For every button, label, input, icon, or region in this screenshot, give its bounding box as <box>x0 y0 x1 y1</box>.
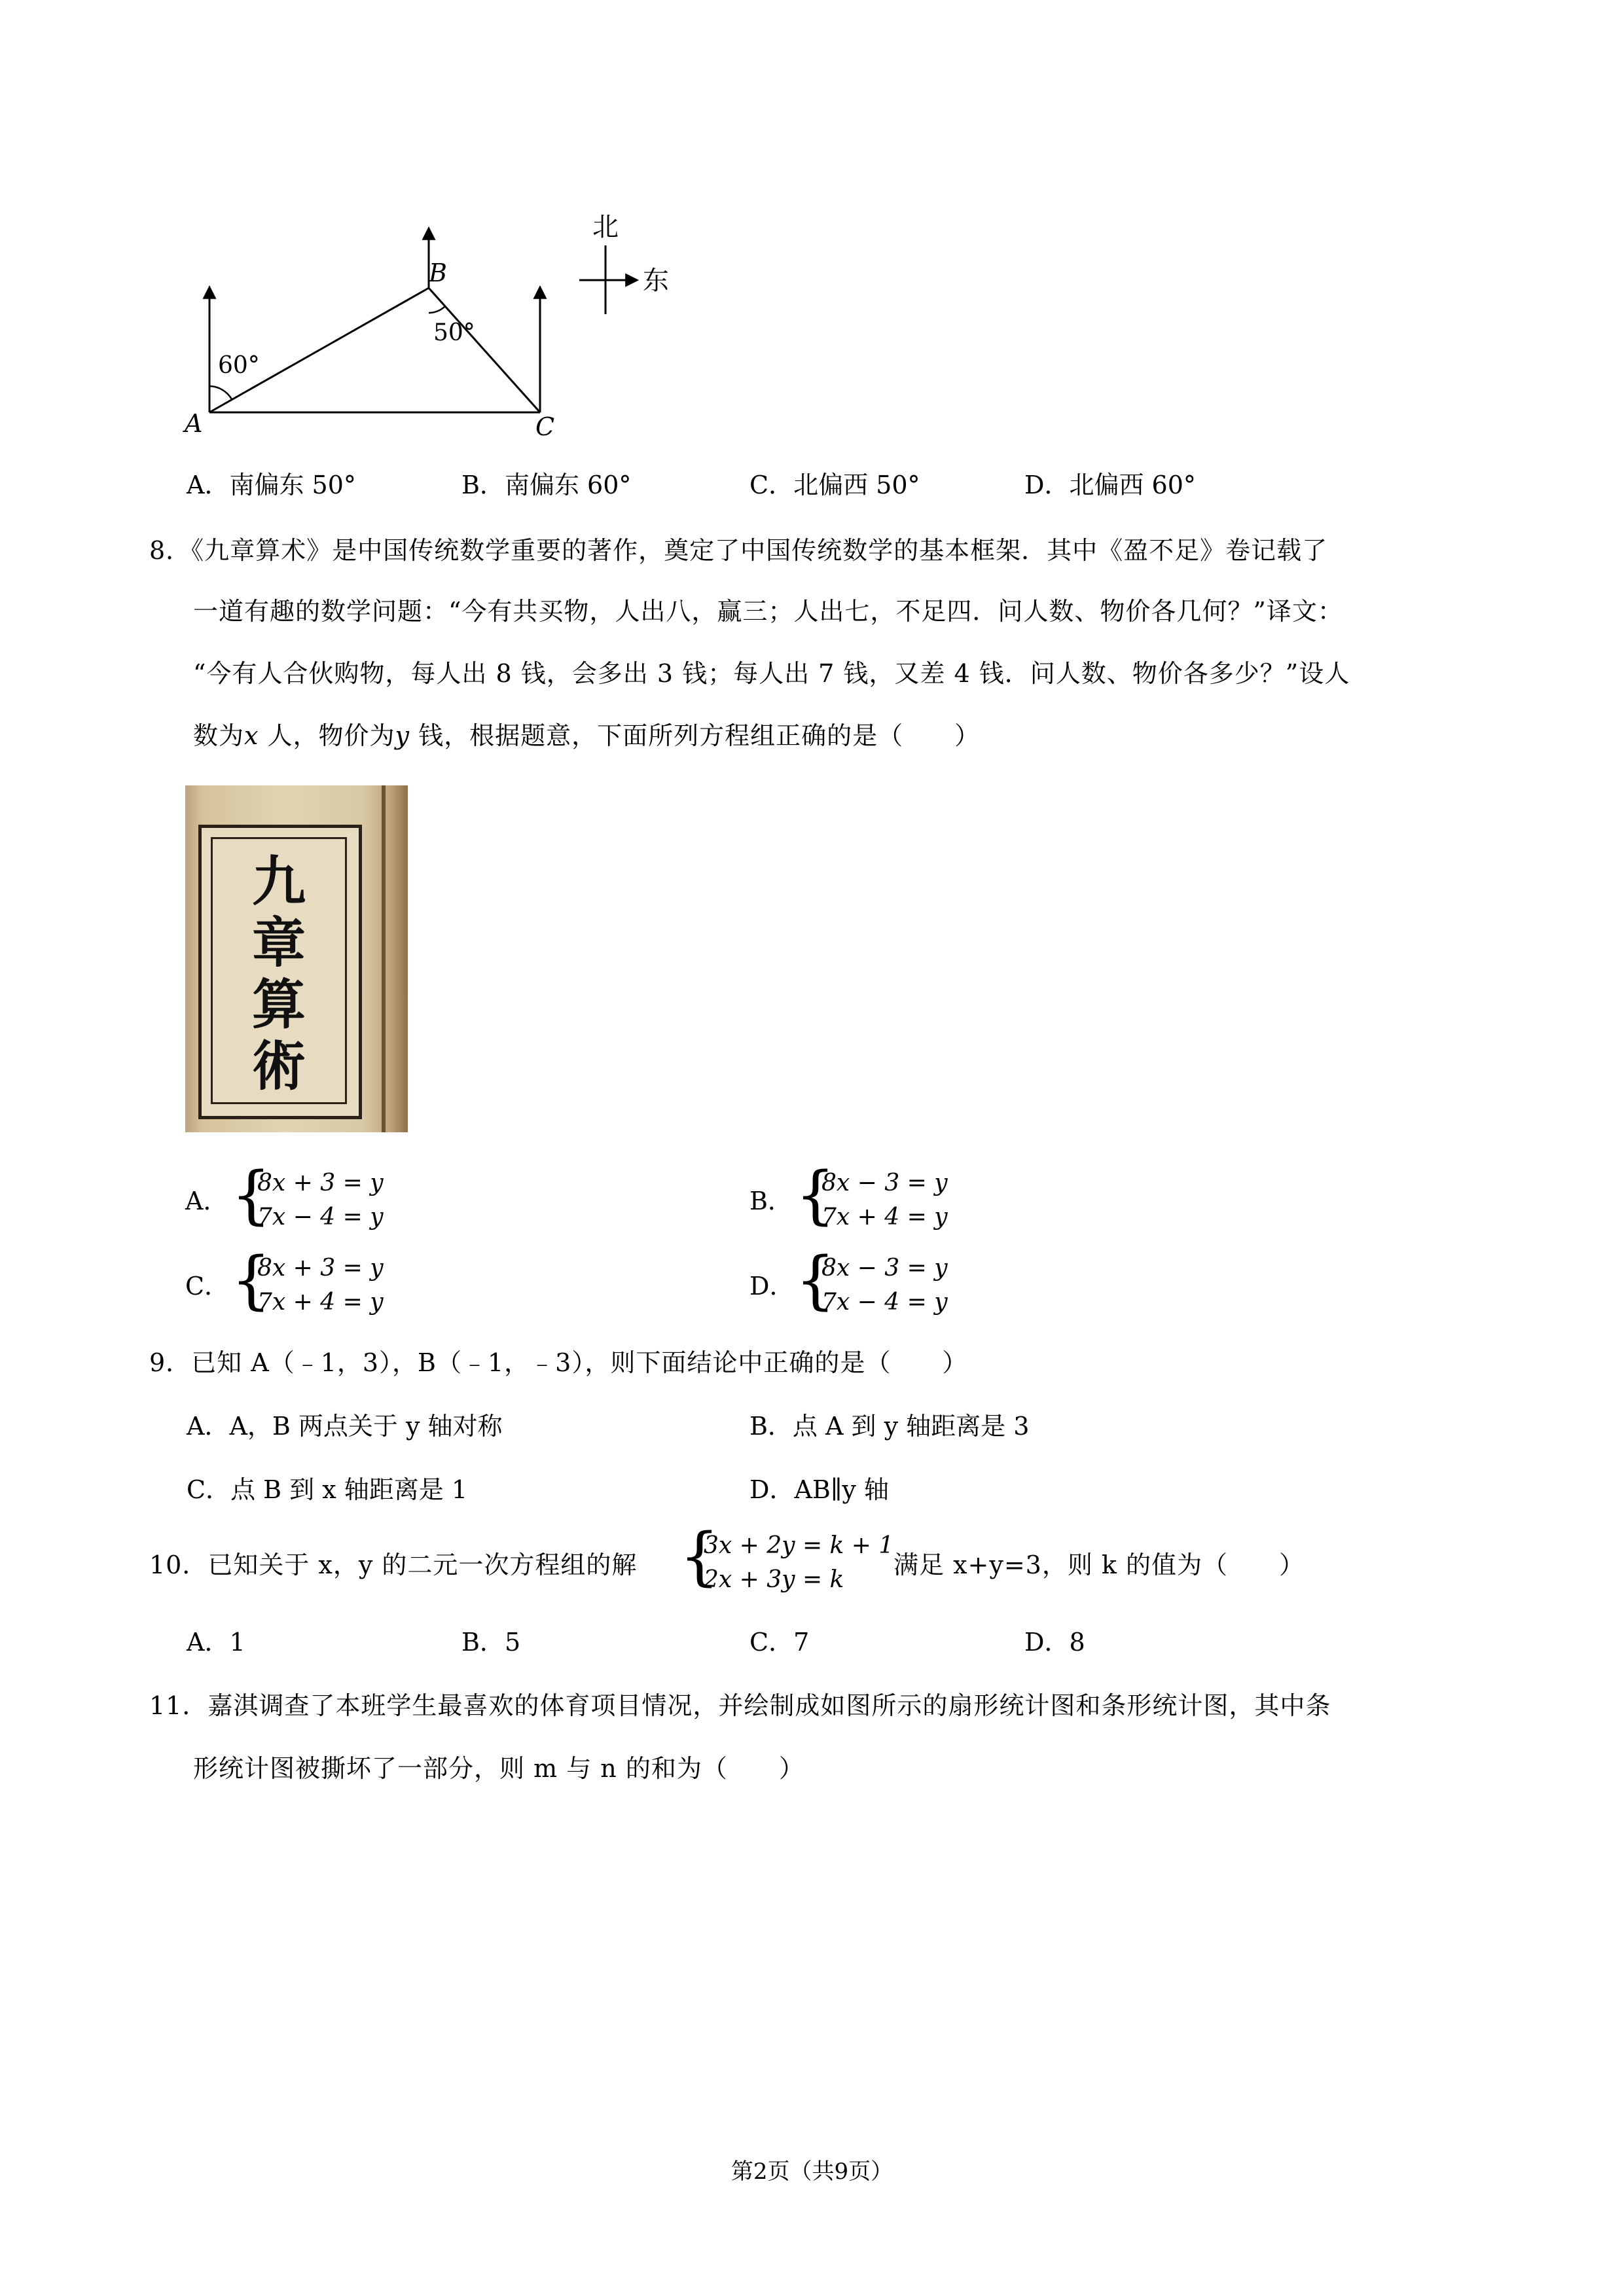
system-equations <box>257 1251 384 1319</box>
equation: 8x + 3 = y <box>257 1255 384 1282</box>
system-equations <box>821 1251 948 1319</box>
equation: 3x + 2y = k + 1 <box>704 1532 894 1559</box>
q10-system <box>704 1529 893 1597</box>
segment-bc <box>429 288 540 412</box>
q7-option-b <box>461 473 631 497</box>
q9-option-d: D．AB∥y 轴 <box>749 1475 889 1504</box>
segment-ab <box>209 288 429 412</box>
option-letter: A． <box>187 471 230 499</box>
book-title-char: 術 <box>251 1035 306 1098</box>
compass-north: 北 <box>592 212 619 242</box>
option-text: 北偏西 50° <box>793 471 920 499</box>
angle-arc-a <box>209 386 232 399</box>
book-label-inner <box>211 837 347 1104</box>
equation: 7x − 4 = y <box>257 1204 384 1230</box>
q8-option-a <box>185 1158 447 1237</box>
q10-option-c <box>749 1630 809 1655</box>
book-title-char: 章 <box>251 912 306 975</box>
option-letter: C． <box>185 1272 230 1300</box>
equation: 8x − 3 = y <box>821 1255 948 1282</box>
option-letter: B． <box>461 471 505 499</box>
book-title-char: 九 <box>251 850 306 913</box>
label-a: A <box>185 409 203 438</box>
q8-line-1: 8．《九章算术》是中国传统数学重要的著作，奠定了中国传统数学的基本框架．其中《盈不足》卷记载了 <box>149 536 1328 565</box>
brace: { <box>795 1244 836 1317</box>
q10-brace: { <box>679 1520 720 1593</box>
q8-line-4 <box>193 723 980 748</box>
equation: 8x − 3 = y <box>821 1170 948 1196</box>
label-c: C <box>535 412 555 441</box>
book-title-char: 算 <box>251 973 306 1036</box>
angle-label-b: 50° <box>433 319 475 346</box>
q7-option-c <box>749 473 920 497</box>
option-letter: C． <box>749 471 794 499</box>
option-letter: D． <box>1024 1628 1070 1657</box>
system-equations <box>821 1166 948 1234</box>
option-text: 南偏东 50° <box>229 471 356 499</box>
jiuzhang-suanshu-book-image <box>185 785 408 1132</box>
book-label-frame <box>198 825 362 1119</box>
q10-option-a <box>187 1630 245 1655</box>
option-text: 北偏西 60° <box>1069 471 1196 499</box>
system-equations <box>257 1166 384 1234</box>
brace: { <box>795 1158 836 1232</box>
q7-option-d <box>1024 473 1196 497</box>
equation: 2x + 3y = k <box>704 1566 844 1593</box>
option-letter: B． <box>749 1187 793 1215</box>
equation: 7x + 4 = y <box>257 1289 384 1316</box>
option-letter: C． <box>749 1628 794 1657</box>
q9-option-a: A．A，B 两点关于 y 轴对称 <box>187 1412 503 1441</box>
q10-option-b <box>461 1630 520 1655</box>
text-run: 钱，根据题意，下面所列方程组正确的是（ ） <box>410 721 981 750</box>
option-letter: D． <box>1024 471 1070 499</box>
text-run: 人，物价为 <box>259 721 395 750</box>
q8-option-b <box>749 1158 1011 1237</box>
option-text: 5 <box>504 1628 521 1657</box>
option-letter: A． <box>187 1628 230 1657</box>
q10-stem-post: 满足 x+y=3，则 k 的值为（ ） <box>893 1551 1305 1579</box>
text-run: 数为 <box>193 721 245 750</box>
option-text: 8 <box>1069 1628 1085 1657</box>
angle-label-a: 60° <box>218 352 260 379</box>
q11-line-2: 形统计图被撕坏了一部分，则 m 与 n 的和为（ ） <box>193 1754 804 1783</box>
q11-line-1: 11．嘉淇调查了本班学生最喜欢的体育项目情况，并绘制成如图所示的扇形统计图和条形统计图，其中条 <box>149 1691 1331 1720</box>
option-letter: B． <box>461 1628 505 1657</box>
q9-option-b: B．点 A 到 y 轴距离是 3 <box>749 1412 1030 1441</box>
var-y: y <box>395 721 410 750</box>
compass-east: 东 <box>643 266 669 296</box>
brace: { <box>231 1158 272 1232</box>
q10-option-d <box>1024 1630 1085 1655</box>
book-spine-line <box>382 785 386 1132</box>
option-text: 1 <box>229 1628 245 1657</box>
q9-option-c: C．点 B 到 x 轴距离是 1 <box>187 1475 468 1504</box>
book-title <box>236 851 321 1097</box>
option-letter: A． <box>185 1187 228 1215</box>
option-text: 南偏东 60° <box>504 471 632 499</box>
q8-option-d <box>749 1244 1011 1322</box>
label-b: B <box>429 259 447 287</box>
option-letter: D． <box>749 1272 795 1300</box>
angle-arc-b <box>429 306 445 313</box>
q8-line-2: 一道有趣的数学问题：“今有共买物，人出八，赢三；人出七，不足四．问人数、物价各几何？”译文： <box>193 597 1343 626</box>
equation: 7x + 4 = y <box>821 1204 948 1230</box>
brace: { <box>231 1244 272 1317</box>
page-number-footer: 第2页（共9页） <box>731 2159 893 2185</box>
q8-option-c <box>185 1244 447 1322</box>
equation: 8x + 3 = y <box>257 1170 384 1196</box>
option-text: 7 <box>793 1628 810 1657</box>
q10-stem-pre: 10．已知关于 x，y 的二元一次方程组的解 <box>149 1551 638 1579</box>
q8-line-3: “今有人合伙购物，每人出 8 钱，会多出 3 钱；每人出 7 钱，又差 4 钱．问人数、物价各多少？”设人 <box>193 659 1350 688</box>
q9-stem: 9．已知 A（﹣1，3），B（﹣1，﹣3），则下面结论中正确的是（ ） <box>149 1348 968 1377</box>
var-x: x <box>244 721 259 750</box>
equation: 7x − 4 = y <box>821 1289 948 1316</box>
q7-direction-figure <box>177 209 700 445</box>
q7-option-a <box>187 473 356 497</box>
